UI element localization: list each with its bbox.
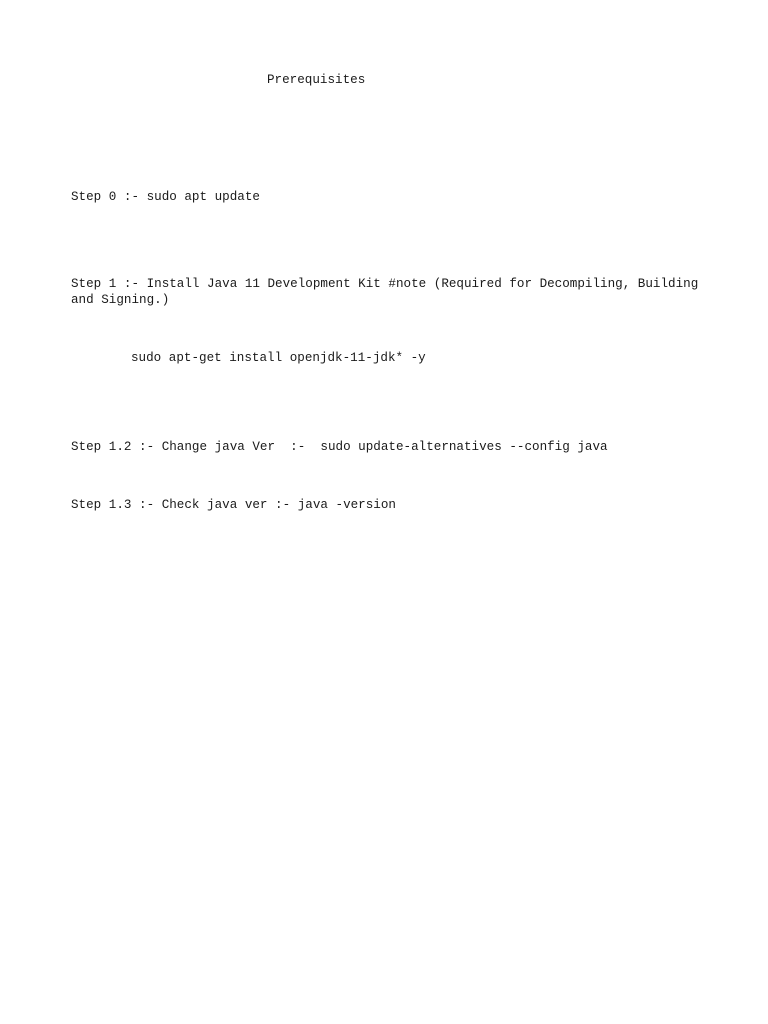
step-1-2-text: Step 1.2 :- Change java Ver :- sudo update-alternatives --config java [71,440,608,454]
step-1-command: sudo apt-get install openjdk-11-jdk* -y [131,351,426,365]
step-1-3-text: Step 1.3 :- Check java ver :- java -version [71,498,396,512]
document-title: Prerequisites [267,73,366,87]
step-1-text: Step 1 :- Install Java 11 Development Kit #note (Required for Decompiling, Building and Signing.) [71,277,706,307]
step-0-text: Step 0 :- sudo apt update [71,190,260,204]
